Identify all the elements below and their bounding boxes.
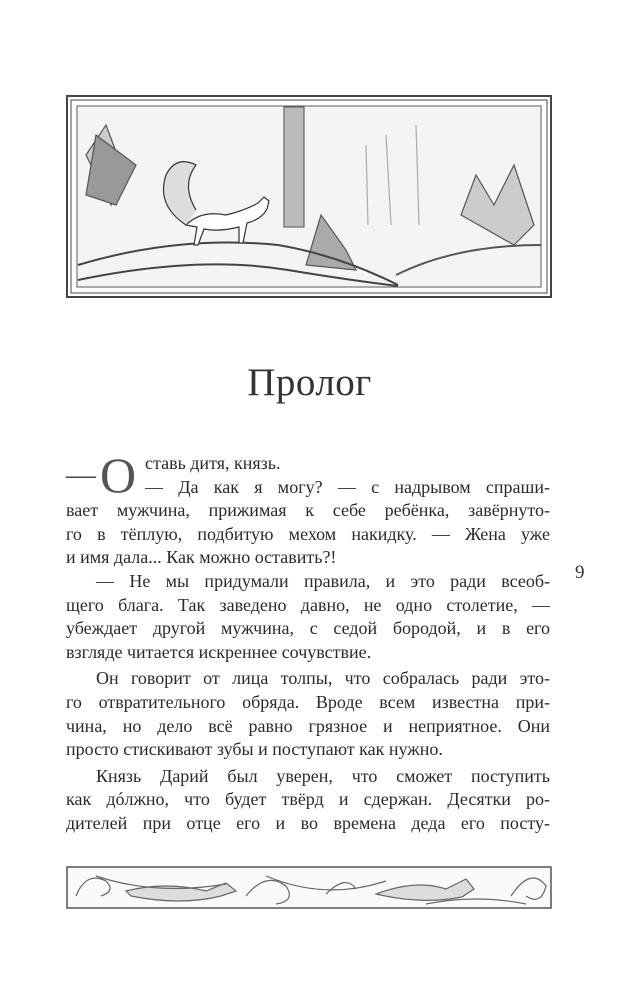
text-line: — Не мы придумали правила, и это ради всеоб- (96, 570, 550, 591)
text-line: вает мужчина, прижимая к себе ребёнка, завёрнуто- (66, 500, 550, 521)
text-line: Он говорит от лица толпы, что собралась ради это- (96, 668, 550, 689)
text-line: ставь дитя, князь. (145, 453, 281, 473)
text-line: го в тёплую, подбитую мехом накидку. — Жена уже (66, 523, 550, 544)
footer-ornament-foxes (66, 866, 552, 909)
text-line: дителей при отце его и во времена деда его посту- (66, 812, 550, 833)
text-line: и имя дала... Как можно оставить?! (66, 547, 337, 568)
body-text (66, 447, 550, 836)
text-line: чина, но дело всё равно грязное и неприятное. Они (66, 715, 550, 736)
text-line: — Да как я могу? — с надрывом спраши- (145, 476, 550, 497)
text-line: взгляде читается искреннее сочувствие. (66, 641, 372, 662)
text-line: как дóлжно, что будет твёрд и сдержан. Десятки ро- (66, 789, 550, 810)
text-line: Князь Дарий был уверен, что сможет поступить (96, 765, 550, 786)
text-line: щего блага. Так заведено давно, не одно столетие, — (66, 594, 550, 615)
chapter-illustration-squirrel-forest (66, 95, 552, 298)
drop-cap-letter: О (100, 447, 137, 503)
text-line: просто стискивают зубы и поступают как нужно. (66, 739, 443, 760)
text-line: убеждает другой мужчина, с седой бородой, и в его (66, 618, 550, 639)
page-number: 9 (575, 562, 585, 583)
drop-cap-dash: — (66, 458, 96, 491)
text-line: го отвратительного обряда. Вроде всем известна при- (66, 691, 550, 712)
chapter-title: Пролог (247, 361, 372, 404)
